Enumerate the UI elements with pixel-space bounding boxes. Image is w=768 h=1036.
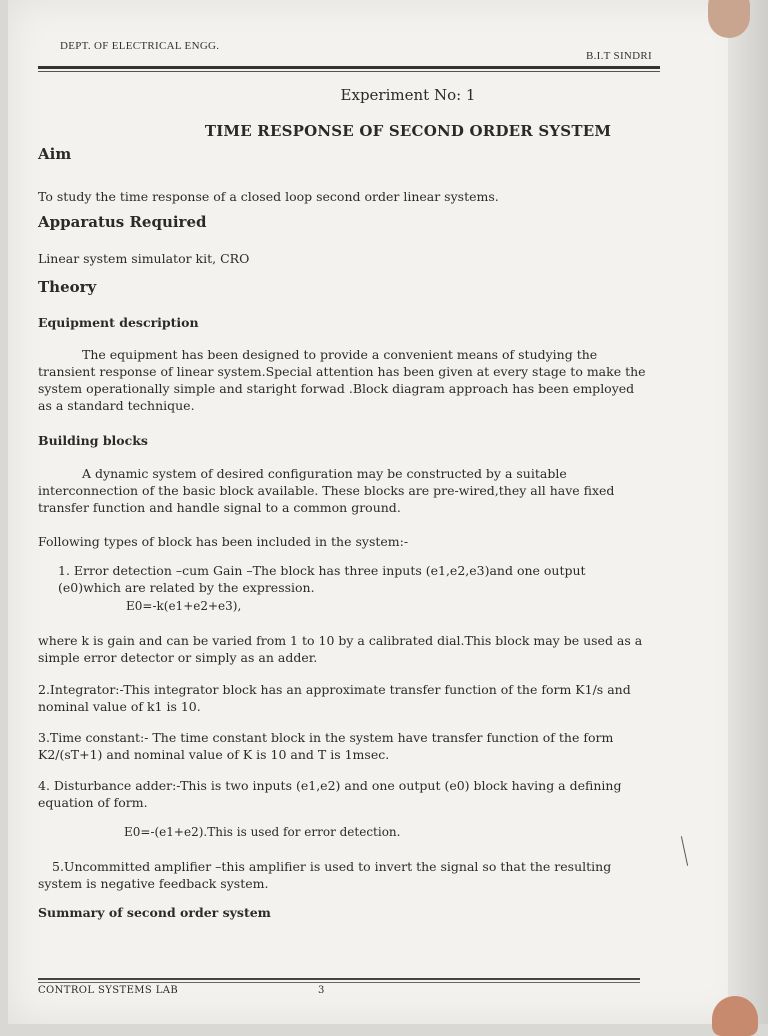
building-blocks-heading: Building blocks: [38, 433, 148, 448]
footer-lab-name: CONTROL SYSTEMS LAB: [38, 985, 179, 996]
document-page: [8, 0, 748, 1024]
footer-rule-thin: [38, 982, 640, 983]
error-detection-continuation: where k is gain and can be varied from 1 to 10 by a calibrated dial.This block may be used as a simple error detector or simply as an adder.: [38, 633, 643, 665]
header-rule-thin: [38, 71, 660, 72]
apparatus-heading: Apparatus Required: [38, 213, 207, 231]
list-item-time-constant: 3.Time constant:- The time constant block in the system have transfer function of the form K2/(sT+1) and nominal value of K is 10 and T is 1msec.: [38, 730, 614, 762]
list-item-disturbance-adder: 4. Disturbance adder:-This is two inputs (e1,e2) and one output (e0) block having a defining equation of form.: [38, 778, 622, 810]
institute-label: B.I.T SINDRI: [585, 50, 652, 62]
equipment-description-heading: Equipment description: [38, 315, 199, 330]
block-types-intro: Following types of block has been included in the system:-: [38, 534, 409, 549]
background-edge: [728, 0, 768, 1024]
pen-mark: [681, 836, 688, 866]
header-rule: [38, 66, 660, 69]
summary-heading: Summary of second order system: [38, 905, 271, 920]
aim-text: To study the time response of a closed loop second order linear systems.: [38, 189, 499, 204]
experiment-title: TIME RESPONSE OF SECOND ORDER SYSTEM: [204, 122, 612, 140]
page-number: 3: [318, 985, 325, 996]
aim-heading: Aim: [38, 145, 72, 163]
department-label: DEPT. OF ELECTRICAL ENGG.: [60, 40, 220, 52]
equipment-description-text: The equipment has been designed to provide a convenient means of studying the transient response of linear system.Special attention has been given at every stage to make the system operationally simple and staright forwad .Block diagram approach has been employed as a standard technique.: [38, 347, 646, 413]
finger-bottom: [712, 996, 758, 1036]
building-blocks-text: A dynamic system of desired configuration may be constructed by a suitable interconnection of the basic block available. These blocks are pre-wired,they all have fixed transfer function and handle signal to a common ground.: [38, 466, 615, 515]
list-item-error-detection: 1. Error detection –cum Gain –The block has three inputs (e1,e2,e3)and one output (e0)which are related by the expression.: [58, 563, 586, 595]
apparatus-text: Linear system simulator kit, CRO: [38, 251, 250, 266]
equation-disturbance-adder: E0=-(e1+e2).This is used for error detection.: [124, 825, 401, 839]
list-item-uncommitted-amplifier: 5.Uncommitted amplifier –this amplifier is used to invert the signal so that the resulting system is negative feedback system.: [38, 859, 612, 891]
experiment-number: Experiment No: 1: [340, 86, 476, 104]
theory-heading: Theory: [38, 278, 97, 296]
footer-rule: [38, 978, 640, 980]
list-item-integrator: 2.Integrator:-This integrator block has an approximate transfer function of the form K1/s and nominal value of k1 is 10.: [38, 682, 631, 714]
equation-error-detection: E0=-k(e1+e2+e3),: [126, 599, 242, 613]
